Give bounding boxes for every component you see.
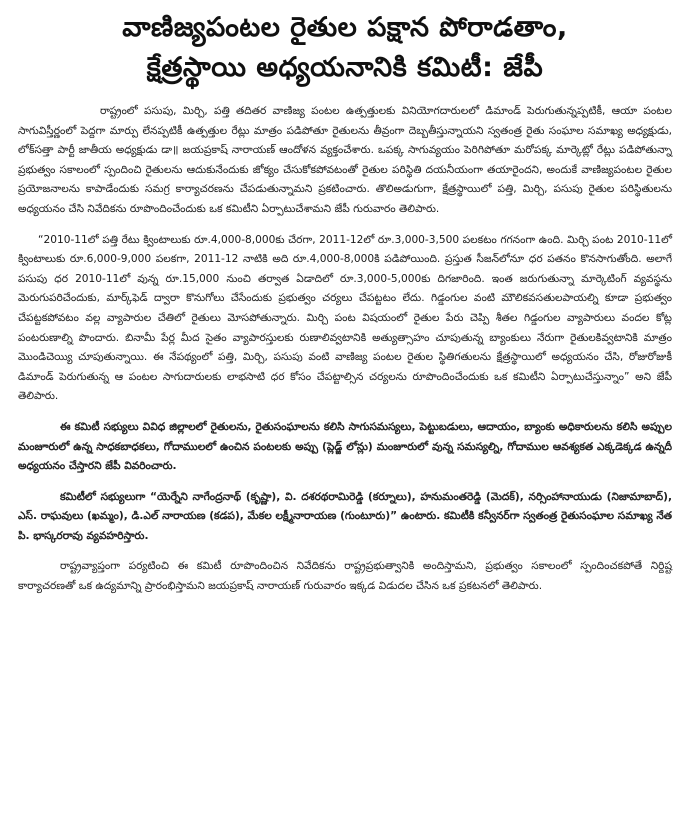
paragraph-price-details: “2010-11లో పత్తి రేటు క్వింటాలుకు రూ.4,000-8,000కు చేరగా, 2011-12లో రూ.3,000-3,500 పలకటం గగనంగా ఉంది. మిర్చి పంట 2010-11లో క్వింటాలుకు రూ.6,000-9,000 పలకగా, 2011-12 నాటికి అది రూ.4,000-8,000కి పడిపోయింది. ప్రస్తుత సీజన్‌లోనూ ధర పతనం కొనసాగుతోంది. అలాగే పసుపు ధర 2010-11లో వున్న రూ.15,000 నుంచి తర్వాత ఏడాదిలో రూ.3,000-5,000కు దిగజారింది. ఇంత జరుగుతున్నా మార్కెటింగ్ వ్యవస్థను మెరుగుపరిచేందుకు, మార్క్‌ఫెడ్ ద్వారా కొనుగోలు చేసేందుకు ప్రభుత్వం చర్యలు చేపట్టటం లేదు. గిడ్డంగుల వంటి మౌలికవసతులపాయల్ని కూడా ప్రభుత్వం చేపట్టకపోవటం వల్ల వ్యాపారుల చేతిలో రైతులు మోసపోతున్నారు. మిర్చి పంట విషయంలో రైతుల పేరు చెప్పి శీతల గిడ్డంగుల వ్యాపారులు వందల కోట్ల పంటరుణాల్ని పొందారు. బినామీ పేర్ల మీద సైతం వ్యాపారస్తులకు రుణాలివ్వటానికి అత్యుత్సాహం చూపుతున్న బ్యాంకులు నేరుగా రైతులకివ్వటానికి మాత్రం మొండిచెయ్యి చూపుతున్నాయి. ఈ నేపథ్యంలో పత్తి, మిర్చి, పసుపు వంటి వాణిజ్య పంటల రైతుల స్థితిగతులను క్షేత్రస్థాయిలో అధ్యయనం చేసి, రోజురోజుకీ డిమాండ్ పెరుగుతున్న ఆ పంటల సాగుదారులకు లాభసాటి ధర కోసం చేపట్టాల్సిన చర్యలను రూపొందించేందుకు ఒక కమిటీని ఏర్పాటుచేస్తున్నాం” అని జేపీ తెలిపారు. (18, 233, 672, 403)
headline-line-2: క్షేత్రస్థాయి అధ్యయనానికి కమిటీ: జేపీ (146, 52, 544, 83)
headline (18, 8, 672, 88)
paragraph-intro: రాష్ట్రంలో పసుపు, మిర్చి, పత్తి తదితర వాణిజ్య పంటల ఉత్పత్తులకు వినియోగదారులలో డిమాండ్ పెరుగుతున్నప్పటికీ, ఆయా పంటల సాగువిస్తీర్ణంలో పెద్దగా మార్పు లేనప్పటికీ ఉత్పత్తుల రేట్లు మాత్రం పడిపోతూ రైతులను తీవ్రంగా దెబ్బతీస్తున్నాయని స్వతంత్ర రైతు సంఘాల సమాఖ్య అధ్యక్షుడు, లోక్‌సత్తా పార్టీ జాతీయ అధ్యక్షుడు డా॥ జయప్రకాష్ నారాయణ్ ఆందోళన వ్యక్తంచేశారు. ఒపక్క సాగువ్యయం పెరిగిపోతూ మరోపక్క మార్కెట్లో రేట్లు పడిపోతున్నా ప్రభుత్వం సకాలంలో స్పందించి రైతులను ఆదుకునేందుకు జోక్యం చేసుకోకపోవటంతో రైతుల పరిస్థితి దయనీయంగా తయారైందని, అందుకే వాణిజ్యపంటల రైతుల ప్రయోజనాలను కాపాడేందుకు సమగ్ర కార్యాచరణను చేపడుతున్నామని ప్రకటించారు. తొలిఅడుగుగా, క్షేత్రస్థాయిలో పత్తి, మిర్చి, పసుపు రైతుల పరిస్థితులను అధ్యయనం చేసి నివేదికను రూపొందించేందుకు ఒక కమిటీని ఏర్పాటుచేశామని జేపీ గురువారం తెలిపారు. (18, 105, 672, 215)
paragraph-committee-members: కమిటీలో సభ్యులుగా “యెర్నేని నాగేంద్రనాథ్ (కృష్ణా), వి. దశరథరామిరెడ్డి (కర్నూలు), హనుమంతరెడ్డి (మెదక్), నర్సింహానాయుడు (నిజామాబాద్), ఎస్. రాఘవులు (ఖమ్మం), డి.ఎల్ నారాయణ (కడప), మేకల లక్ష్మీనారాయణ (గుంటూరు)” ఉంటారు. కమిటీకి కన్వీనర్‌గా స్వతంత్ర రైతుసంఘాల సమాఖ్య నేత పి. భాస్కరరావు వ్యవహరిస్తారు. (18, 490, 672, 542)
article-body (18, 102, 672, 597)
paragraph-committee-scope: ఈ కమిటీ సభ్యులు వివిధ జిల్లాలలో రైతులను, రైతుసంఘాలను కలిసి సాగుసమస్యలు, పెట్టుబడులు, ఆదాయం, బ్యాంకు అధికారులను కలిసి అప్పుల మంజూరులో ఉన్న సాధకబాధకలు, గోదాములలో ఉంచిన పంటలకు అప్పు (ప్లెడ్జ్ లోన్లు) మంజూరులో వున్న సమస్యల్ని, గోదాముల ఆవశ్యకత ఎక్కడెక్కడ ఉన్నదీ అధ్యయనం చేస్తారని జేపీ వివరించారు. (18, 420, 672, 473)
headline-line-1: వాణిజ్యపంటల రైతుల పక్షాన పోరాడతాం, (122, 12, 568, 43)
paragraph-conclusion: రాష్ట్రవ్యాప్తంగా పర్యటించి ఈ కమిటీ రూపొందించిన నివేదికను రాష్ట్రప్రభుత్వానికి అందిస్తామని, ప్రభుత్వం సకాలంలో స్పందించకపోతే నిర్దిష్ట కార్యాచరణతో ఒక ఉద్యమాన్ని ప్రారంభిస్తామని జయప్రకాష్ నారాయణ్ గురువారం ఇక్కడ విడుదల చేసిన ఒక ప్రకటనలో తెలిపారు. (18, 560, 672, 593)
